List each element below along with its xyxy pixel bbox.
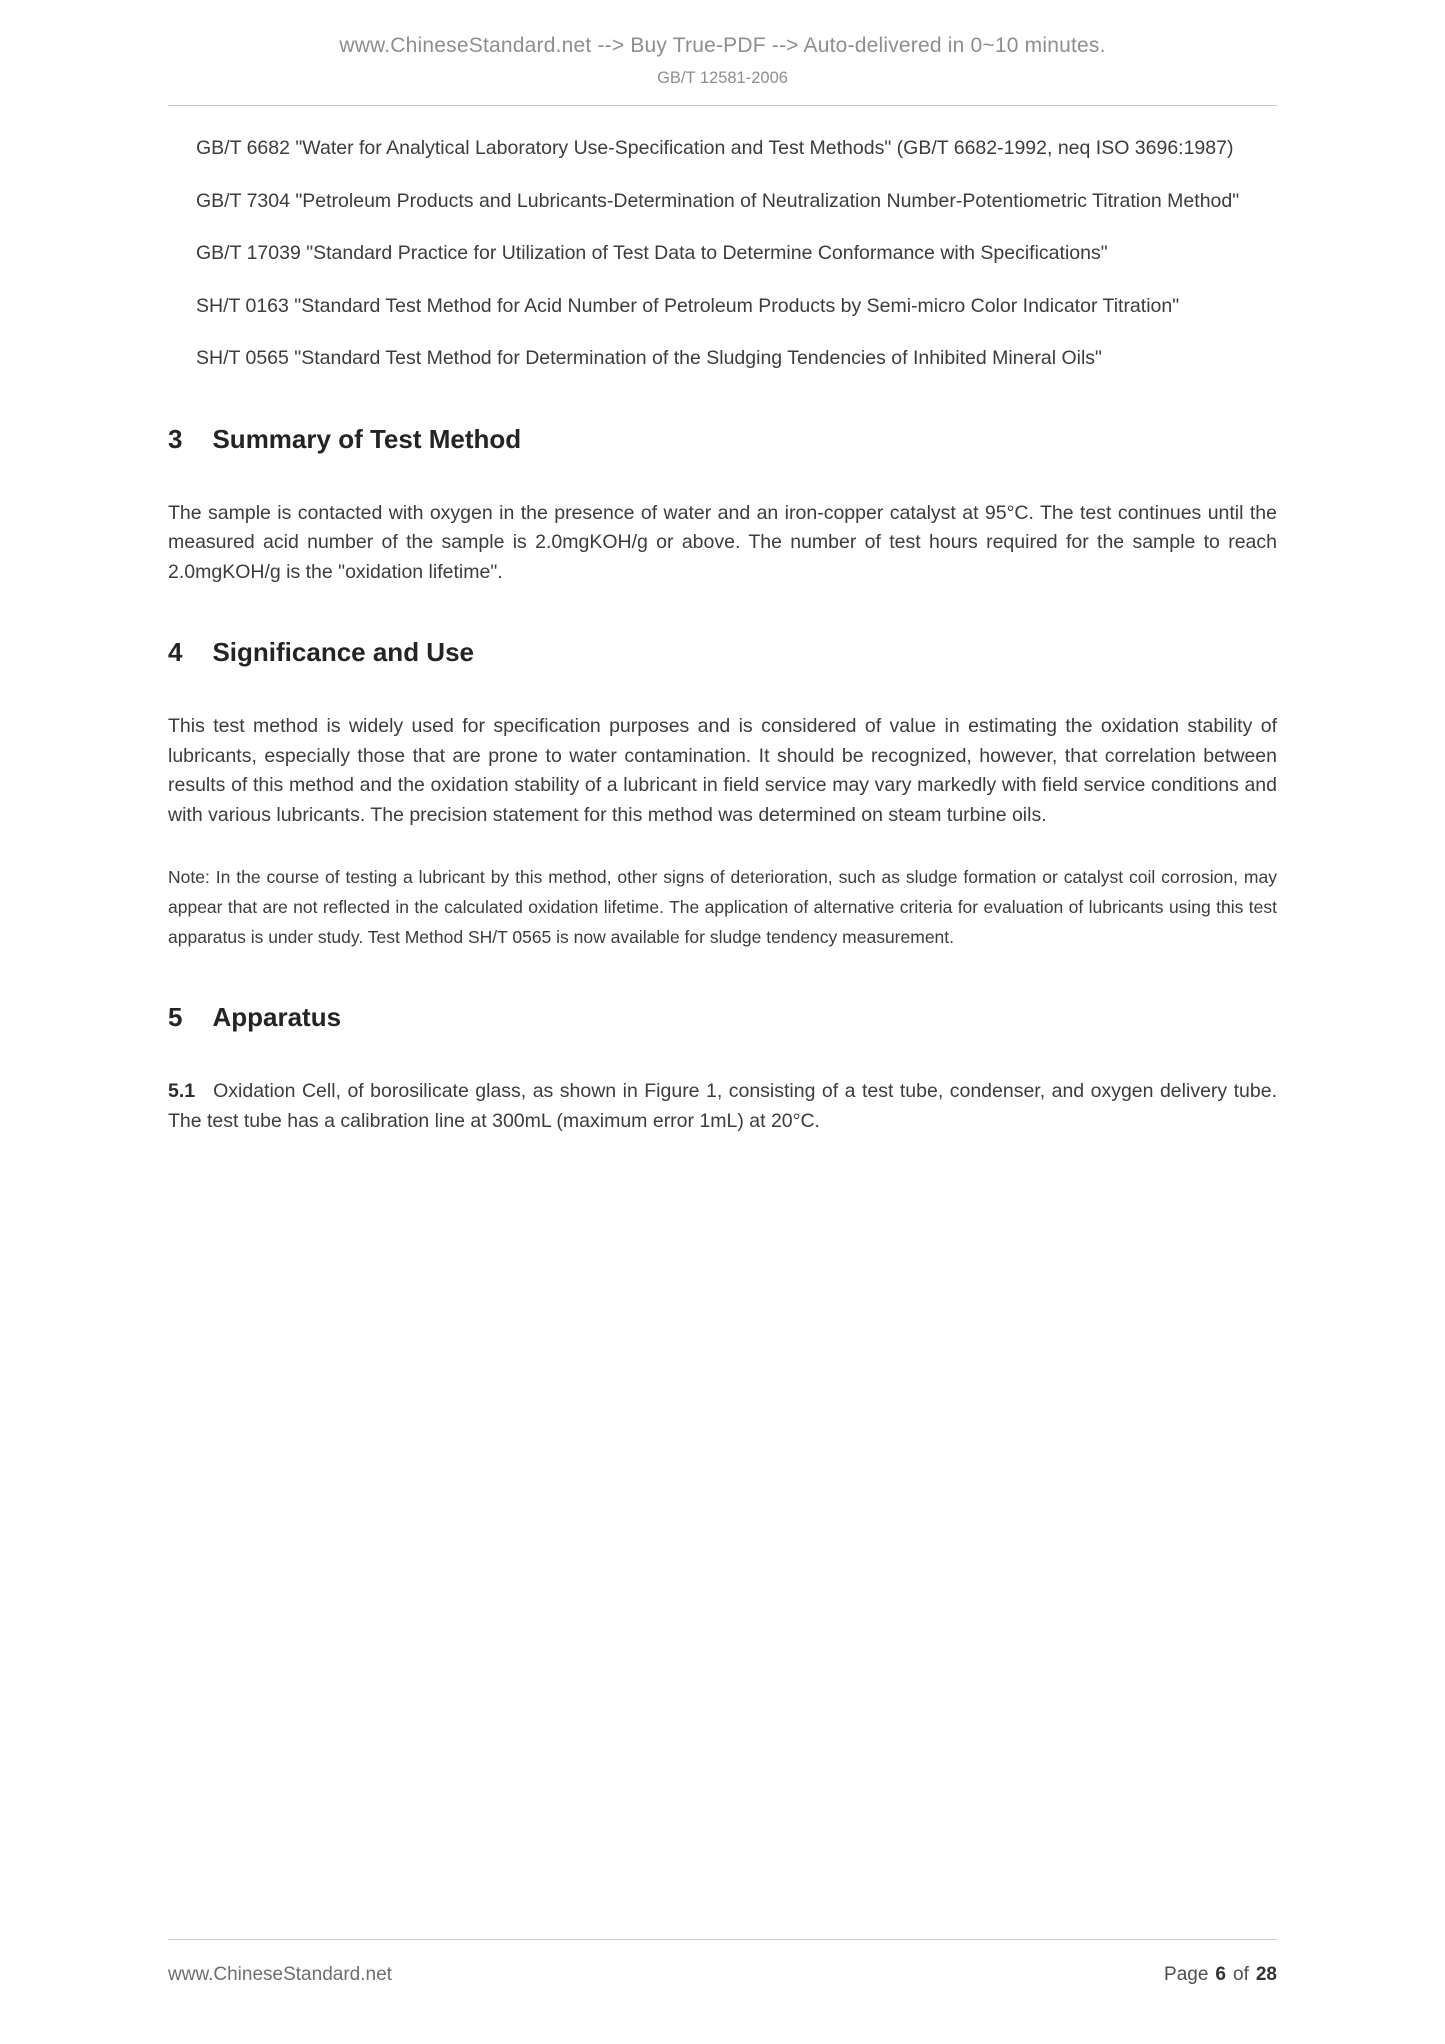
reference-paragraph: SH/T 0163 "Standard Test Method for Acid Number of Petroleum Products by Semi-micro Color Indicator Titration" [196, 294, 1180, 317]
section-heading-apparatus [168, 1002, 1277, 1033]
section-number: 3 [168, 423, 183, 454]
reference-paragraph: SH/T 0565 "Standard Test Method for Determination of the Sludging Tendencies of Inhibited Mineral Oils" [196, 347, 1102, 369]
section-note: Note: In the course of testing a lubricant by this method, other signs of deterioration, such as sludge formation or catalyst coil corrosion, may appear that are not reflected in the calculated oxidation lifetime. The application of alternative criteria for evaluation of lubricants using this test apparatus is under study. Test Method SH/T 0565 is now available for sludge tendency measurement. [168, 867, 1277, 947]
footer-site-link[interactable]: www.ChineseStandard.net [168, 1964, 392, 1985]
section-heading-significance [168, 637, 1277, 668]
section-paragraph: This test method is widely used for specification purposes and is considered of value in estimating the oxidation stability of lubricants, especially those that are prone to water contamination. It should be recognized, however, that correlation between results of this method and the oxidation stability of a lubricant in field service may vary markedly with field service conditions and with various lubricants. The precision statement for this method was determined on steam turbine oils. [168, 715, 1277, 826]
clause-number: 5.1 [168, 1080, 196, 1102]
section-title: Summary of Test Method [212, 423, 522, 454]
page-of-word: of [1233, 1964, 1249, 1985]
page-total: 28 [1255, 1964, 1277, 1985]
page-word: Page [1164, 1964, 1209, 1985]
section-paragraph: The sample is contacted with oxygen in the presence of water and an iron-copper catalyst at 95°C. The test continues until the measured acid number of the sample is 2.0mgKOH/g or above. The number of test hours required for the sample to reach 2.0mgKOH/g is the "oxidation lifetime". [168, 501, 1277, 583]
header-divider [168, 105, 1277, 106]
header-doc-number: GB/T 12581-2006 [657, 69, 788, 87]
section-title: Apparatus [212, 1002, 342, 1032]
section-heading-summary [168, 424, 1277, 455]
clause-text: Oxidation Cell, of borosilicate glass, as shown in Figure 1, consisting of a test tube, condenser, and oxygen delivery tube. The test tube has a calibration line at 300mL (maximum error 1mL) at 20°C. [168, 1080, 1277, 1132]
section-title: Significance and Use [212, 637, 474, 667]
footer-divider [168, 1939, 1277, 1940]
header-banner: www.ChineseStandard.net --> Buy True-PDF --> Auto-delivered in 0~10 minutes. [339, 34, 1106, 57]
page-footer [168, 1922, 1277, 1986]
reference-paragraph: GB/T 7304 "Petroleum Products and Lubricants-Determination of Neutralization Number-Potentiometric Titration Method" [196, 189, 1240, 212]
page-header [168, 34, 1277, 88]
section-number: 4 [168, 637, 183, 667]
page-number [1164, 1964, 1277, 1986]
reference-paragraph: GB/T 6682 "Water for Analytical Laboratory Use-Specification and Test Methods" (GB/T 6682-1992, neq ISO 3696:1987) [196, 137, 1234, 159]
reference-paragraph: GB/T 17039 "Standard Practice for Utilization of Test Data to Determine Conformance with Specifications" [196, 242, 1108, 264]
section-number: 5 [168, 1002, 183, 1032]
footer-row [168, 1964, 1277, 1986]
document-body [168, 134, 1277, 1136]
page-current: 6 [1215, 1964, 1226, 1985]
clause-paragraph [168, 1077, 1277, 1136]
